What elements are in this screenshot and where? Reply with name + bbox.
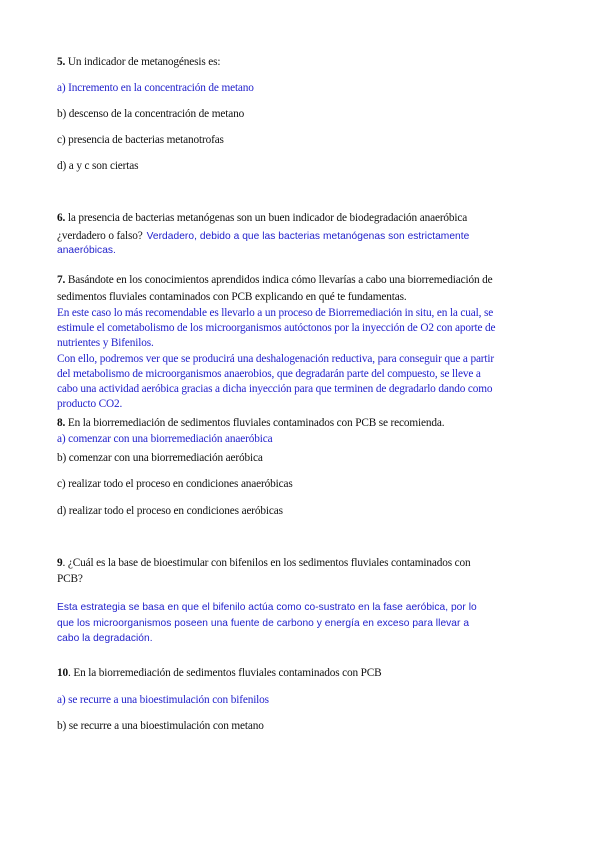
q6-answer-line1: Verdadero, debido a que las bacterias metanógenas son estrictamente [146, 231, 470, 242]
q7-answer-line: cabo una actividad aeróbica gracias a dicha inyección para que terminen de degradarlo dando como [57, 383, 493, 396]
q6-line2 [57, 227, 547, 245]
q6-answer-line2: anaeróbicas. [57, 245, 116, 256]
q9-answer-line: Esta estrategia se basa en que el bifenilo actúa como co-sustrato en la fase aeróbica, por lo [57, 602, 477, 613]
q8-question-text: En la biorremediación de sedimentos fluviales contaminados con PCB se recomienda. [67, 417, 445, 429]
q8-number: 8. [57, 417, 66, 429]
q5-option-b: b) descenso de la concentración de metano [57, 108, 245, 120]
q5-option-a: a) Incremento en la concentración de metano [57, 82, 254, 94]
q9-question [57, 556, 547, 571]
q6-question-line2: ¿verdadero o falso? [57, 230, 143, 242]
q9-answer-line: cabo la degradación. [57, 633, 153, 644]
q7-number: 7. [57, 274, 66, 286]
q10-option-b: b) se recurre a una bioestimulación con metano [57, 720, 264, 732]
q9-number: 9 [57, 557, 63, 569]
q6-question-line1: la presencia de bacterias metanógenas son un buen indicador de biodegradación anaeróbica [67, 212, 468, 224]
q5-option-c: c) presencia de bacterias metanotrofas [57, 134, 224, 146]
q8-option-a: a) comenzar con una biorremediación anaeróbica [57, 433, 273, 445]
q8-option-b: b) comenzar con una biorremediación aeróbica [57, 452, 263, 464]
q9-answer [57, 600, 547, 647]
q10-question-text: . En la biorremediación de sedimentos fluviales contaminados con PCB [68, 667, 382, 679]
q7-question-line2: sedimentos fluviales contaminados con PCB explicando en qué te fundamentas. [57, 291, 407, 303]
q5-question-text: Un indicador de metanogénesis es: [67, 56, 221, 68]
q7-answer-line: estimule el cometabolismo de los microorganismos autóctonos por la inyección de O2 con aporte de [57, 322, 496, 335]
q6-question [57, 211, 547, 226]
q8-option-c: c) realizar todo el proceso en condiciones anaeróbicas [57, 478, 293, 490]
q7-question-line1: Basándote en los conocimientos aprendidos indica cómo llevarías a cabo una biorremediación de [67, 274, 493, 286]
q7-answer-line: Con ello, podremos ver que se producirá una deshalogenación reductiva, para conseguir que a partir [57, 352, 495, 365]
q5-number: 5. [57, 56, 66, 68]
q10-question [57, 666, 547, 681]
q7-question [57, 273, 547, 288]
q7-answer-line: del metabolismo de microorganismos anaerobios, que degradarán parte del compuesto, se lleve a [57, 367, 481, 380]
q7-answer-line: En este caso lo más recomendable es llevarlo a un proceso de Biorremediación in situ, en la cual, se [57, 307, 494, 319]
q5-option-d: d) a y c son ciertas [57, 160, 139, 172]
q8-question [57, 416, 547, 431]
q7-answer-line: nutrientes y Bifenilos. [57, 337, 154, 350]
q10-number: 10 [57, 667, 68, 679]
q5-question [57, 55, 547, 70]
q9-answer-line: que los microorganismos poseen una fuente de carbono y energía en exceso para llevar a [57, 617, 470, 629]
q8-option-d: d) realizar todo el proceso en condiciones aeróbicas [57, 505, 283, 517]
q7-answer [57, 306, 547, 412]
q7-answer-line: producto CO2. [57, 398, 123, 411]
q9-question-line1: . ¿Cuál es la base de bioestimular con bifenilos en los sedimentos fluviales contaminados con [62, 557, 471, 569]
q10-option-a: a) se recurre a una bioestimulación con bifenilos [57, 694, 269, 706]
q6-number: 6. [57, 212, 66, 224]
q9-question-line2: PCB? [57, 573, 83, 585]
